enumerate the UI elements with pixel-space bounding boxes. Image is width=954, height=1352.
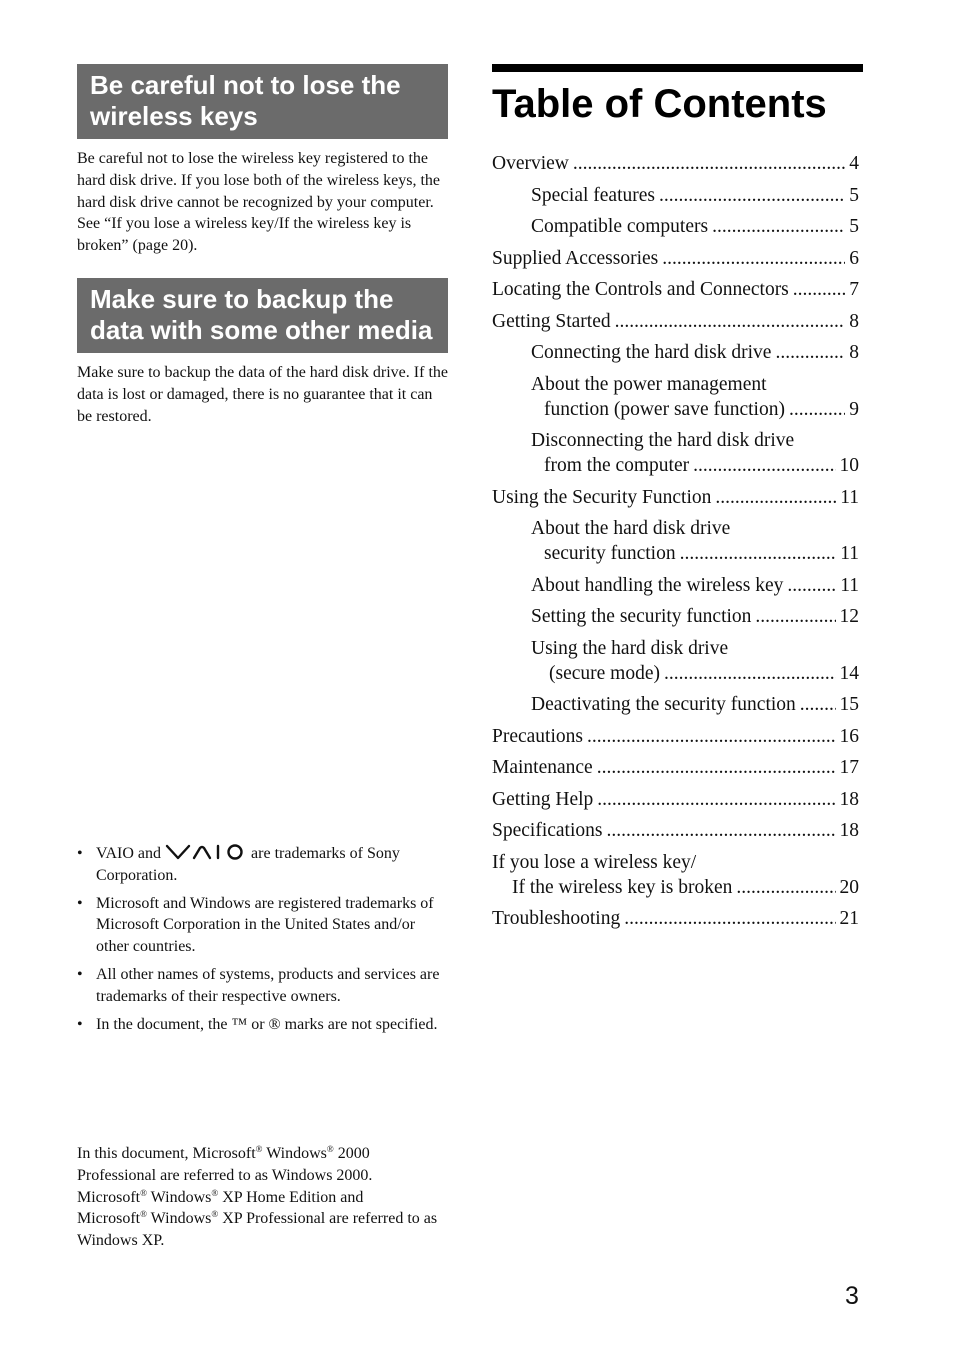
toc-entry[interactable] — [492, 906, 863, 931]
dot-leader — [775, 340, 845, 365]
toc-entry[interactable] — [492, 818, 863, 843]
dot-leader — [693, 453, 835, 478]
trademark-text: In the document, the ™ or ® marks are not specified. — [96, 1015, 438, 1033]
toc-entry[interactable] — [492, 850, 863, 900]
windows-naming-note — [77, 1143, 448, 1252]
section-wireless-keys — [77, 64, 448, 257]
toc-entry[interactable] — [492, 309, 863, 334]
toc-entry[interactable] — [492, 787, 863, 812]
dot-leader — [615, 309, 846, 334]
toc-entry-title: About the hard disk drive — [531, 518, 731, 539]
dot-leader — [789, 397, 845, 422]
toc-entry-title: If you lose a wireless key/ — [492, 851, 697, 873]
toc-entry-page: 7 — [849, 279, 859, 300]
dot-leader — [755, 604, 835, 629]
toc-entry[interactable] — [492, 692, 863, 717]
bullet-icon: • — [77, 845, 83, 862]
page-number: 3 — [845, 1282, 859, 1310]
toc-entry-page: 18 — [839, 788, 859, 810]
toc-entry-title: Using the hard disk drive — [531, 637, 729, 659]
dot-leader — [664, 661, 836, 686]
toc-entry[interactable] — [492, 340, 863, 365]
dot-leader — [606, 818, 835, 843]
page-title: Table of Contents — [492, 82, 827, 126]
toc-entry-title: Connecting the hard disk drive — [531, 342, 772, 363]
note-text: XP Home Edition and — [218, 1188, 364, 1206]
toc-entry-page: 6 — [849, 247, 859, 269]
toc-entry-page: 11 — [840, 543, 859, 564]
toc-entry[interactable] — [492, 277, 863, 302]
dot-leader — [587, 724, 836, 749]
dot-leader — [662, 246, 845, 271]
registered-mark: ® — [326, 1144, 334, 1154]
toc-entry-title: Specifications — [492, 820, 603, 841]
toc-entry-title: Compatible computers — [531, 216, 709, 237]
toc-entry-page: 17 — [839, 757, 859, 778]
toc-entry-page: 5 — [849, 184, 859, 206]
toc-entry-title: Getting Started — [492, 310, 611, 332]
toc-entry-title: Maintenance — [492, 757, 593, 778]
toc-entry-page: 8 — [849, 310, 859, 332]
toc-entry[interactable] — [492, 214, 863, 239]
toc-entry-title-cont: If the wireless key is broken — [512, 876, 733, 898]
toc-entry-title-cont: security function — [544, 543, 676, 564]
note-text: Windows — [262, 1145, 327, 1162]
toc-entry[interactable] — [492, 428, 863, 478]
bullet-icon: • — [77, 1015, 83, 1033]
dot-leader — [787, 573, 836, 598]
dot-leader — [659, 183, 845, 208]
dot-leader — [793, 277, 845, 302]
dot-leader — [680, 541, 837, 566]
registered-mark: ® — [140, 1187, 147, 1198]
dot-leader — [597, 755, 836, 780]
vaio-logo — [165, 843, 247, 861]
trademark-item — [77, 1014, 448, 1036]
trademark-vaio-before: VAIO and — [96, 845, 162, 862]
bullet-icon: • — [77, 965, 83, 983]
toc-entry-page: 8 — [849, 342, 859, 363]
toc-entry[interactable] — [492, 636, 863, 686]
section-backup — [77, 278, 448, 427]
registered-mark: ® — [140, 1209, 147, 1220]
toc-entry-title: Supplied Accessories — [492, 247, 659, 269]
trademark-item — [77, 893, 448, 958]
note-text: XP Professional are referred to as Windows XP. — [77, 1210, 438, 1250]
dot-leader — [597, 787, 835, 812]
dot-leader — [624, 906, 835, 931]
toc-entry[interactable] — [492, 573, 863, 598]
note-text: Microsoft — [77, 1210, 141, 1228]
registered-mark: ® — [255, 1144, 263, 1154]
title-rule — [492, 64, 863, 72]
trademark-vaio-after: are trademarks of Sony Corporation. — [96, 845, 400, 884]
registered-mark: ® — [211, 1209, 219, 1220]
toc-entry-page: 10 — [839, 455, 859, 476]
toc-entry-title: Troubleshooting — [492, 908, 621, 929]
toc-entry-title: Overview — [492, 153, 569, 174]
toc-entry-title: Getting Help — [492, 788, 594, 810]
toc-entry-title-cont: function (power save function) — [544, 398, 785, 420]
toc-entry-page: 14 — [839, 662, 859, 684]
section-body-wireless-keys: Be careful not to lose the wireless key registered to the hard disk drive. If you lose both of the wireless keys, the hard disk drive cannot be recognized by your computer. See “If you lose a wireless key/If the wireless key is broken” (page 20). — [77, 150, 441, 255]
toc-entry-page: 16 — [839, 725, 859, 747]
toc-entry-page: 11 — [840, 486, 859, 508]
toc-entry[interactable] — [492, 183, 863, 208]
toc-entry[interactable] — [492, 246, 863, 271]
toc-entry[interactable] — [492, 755, 863, 780]
bullet-icon: • — [77, 894, 83, 912]
toc-entry-page: 18 — [839, 820, 859, 841]
dot-leader — [715, 485, 836, 510]
toc-entry-title: Disconnecting the hard disk drive — [531, 430, 795, 451]
note-text: In this document, Microsoft — [77, 1145, 256, 1162]
note-text: Windows — [146, 1188, 212, 1206]
toc-entry[interactable] — [492, 372, 863, 422]
toc-entry[interactable] — [492, 485, 863, 510]
toc-entry-title: Setting the security function — [531, 606, 752, 627]
toc-entry-title: About the power management — [531, 373, 767, 395]
toc-entry-title-cont: (secure mode) — [549, 662, 660, 684]
note-text: Windows — [146, 1210, 212, 1228]
toc-entry-title: Special features — [531, 184, 655, 206]
section-body-backup: Make sure to backup the data of the hard disk drive. If the data is lost or damaged, there is no guarantee that it can be restored. — [77, 364, 448, 425]
dot-leader — [573, 151, 845, 176]
trademark-list — [77, 843, 448, 1041]
toc-entry-title-cont: from the computer — [544, 455, 690, 476]
trademark-item — [77, 964, 448, 1008]
toc-entries — [492, 151, 863, 931]
toc-entry-page: 12 — [839, 606, 859, 627]
dot-leader — [712, 214, 845, 239]
toc-entry[interactable] — [492, 604, 863, 629]
toc-entry-title: Deactivating the security function — [531, 694, 796, 715]
toc-entry-title: About handling the wireless key — [531, 574, 784, 596]
registered-mark: ® — [211, 1187, 219, 1198]
trademark-item — [77, 843, 448, 887]
toc-entry-page: 20 — [839, 876, 859, 898]
toc-entry[interactable] — [492, 724, 863, 749]
note-text: 2000 Professional are referred to as Windows 2000. — [77, 1145, 373, 1184]
toc-entry-page: 5 — [849, 216, 859, 237]
toc-entry-title: Precautions — [492, 725, 583, 747]
table-of-contents — [492, 64, 863, 938]
toc-entry-page: 9 — [849, 398, 859, 420]
toc-entry-page: 15 — [839, 694, 859, 715]
note-text: Microsoft — [77, 1188, 141, 1206]
toc-entry-page: 4 — [849, 153, 859, 174]
dot-leader — [800, 692, 836, 717]
toc-entry-title: Using the Security Function — [492, 486, 712, 508]
toc-entry-page: 11 — [840, 574, 859, 596]
section-heading-backup: Make sure to backup the data with some other media — [77, 278, 448, 353]
toc-entry-page: 21 — [839, 908, 859, 929]
trademark-text: All other names of systems, products and services are trademarks of their respective owners. — [96, 965, 440, 1005]
trademark-text: Microsoft and Windows are registered trademarks of Microsoft Corporation in the United States and/or other countries. — [96, 894, 434, 956]
toc-entry[interactable] — [492, 151, 863, 176]
toc-entry[interactable] — [492, 516, 863, 566]
dot-leader — [736, 875, 835, 900]
section-heading-wireless-keys: Be careful not to lose the wireless keys — [77, 64, 448, 139]
toc-entry-title: Locating the Controls and Connectors — [492, 279, 789, 300]
